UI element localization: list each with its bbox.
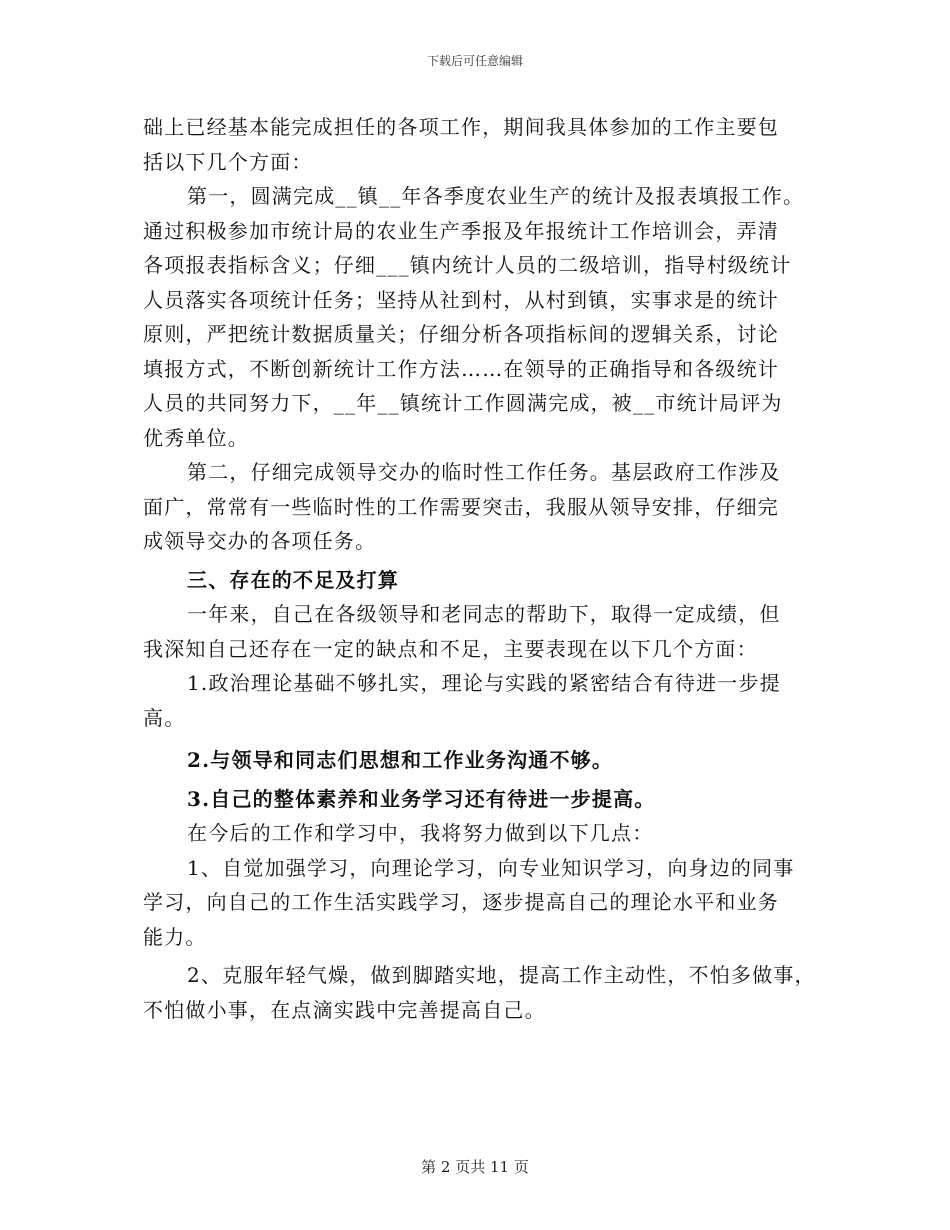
paragraph-line: 原则，严把统计数据质量关；仔细分析各项指标间的逻辑关系，讨论 [143,322,779,346]
section-heading: 三、存在的不足及打算 [187,567,399,592]
paragraph-line: 一年来，自己在各级领导和老同志的帮助下，取得一定成绩，但 [187,602,781,626]
paragraph-line: 括以下几个方面： [143,149,313,174]
list-item: 2、克服年轻气燥，做到脚踏实地，提高工作主动性，不怕多做事， [187,963,816,987]
list-item: 3.自己的整体素养和业务学习还有待进一步提高。 [187,786,656,811]
paragraph-line: 面广，常常有一些临时性的工作需要突击，我服从领导安排，仔细完 [143,494,779,519]
paragraph-line: 通过积极参加市统计局的农业生产季报及年报统计工作培训会，弄清 [143,218,779,243]
paragraph-line: 我深知自己还存在一定的缺点和不足，主要表现在以下几个方面： [143,636,758,661]
page-header: 下载后可任意编辑 [426,54,523,68]
paragraph-line: 优秀单位。 [143,425,249,450]
paragraph-line: 础上已经基本能完成担任的各项工作，期间我具体参加的工作主要包 [143,115,779,139]
paragraph-line: 人员的共同努力下，__年__镇统计工作圆满完成，被__市统计局评为 [143,391,783,415]
page-number: 第 2 页共 11 页 [421,1158,529,1176]
document-body [143,110,816,1027]
paragraph-line: 第二，仔细完成领导交办的临时性工作任务。基层政府工作涉及 [187,460,781,484]
paragraph-line: 高。 [143,705,186,730]
paragraph-line: 在今后的工作和学习中，我将努力做到以下几点： [187,821,654,845]
paragraph-line: 各项报表指标含义；仔细___镇内统计人员的二级培训，指导村级统计 [143,253,792,277]
paragraph-line: 填报方式，不断创新统计工作方法……在领导的正确指导和各级统计 [143,356,779,381]
paragraph-line: 第一，圆满完成__镇__年各季度农业生产的统计及报表填报工作。 [187,184,805,208]
paragraph-line: 人员落实各项统计任务；坚持从社到村，从村到镇，实事求是的统计 [143,287,779,312]
list-item: 1.政治理论基础不够扎实，理论与实践的紧密结合有待进一步提 [187,671,781,695]
paragraph-line: 学习，向自己的工作生活实践学习，逐步提高自己的理论水平和业务 [143,890,779,914]
paragraph-line: 不怕做小事，在点滴实践中完善提高自己。 [143,997,546,1022]
paragraph-line: 能力。 [143,924,207,949]
list-item: 1、自觉加强学习，向理论学习，向专业知识学习，向身边的同事 [187,855,795,880]
list-item: 2.与领导和同志们思想和工作业务沟通不够。 [187,748,614,772]
paragraph-line: 成领导交办的各项任务。 [143,529,377,553]
